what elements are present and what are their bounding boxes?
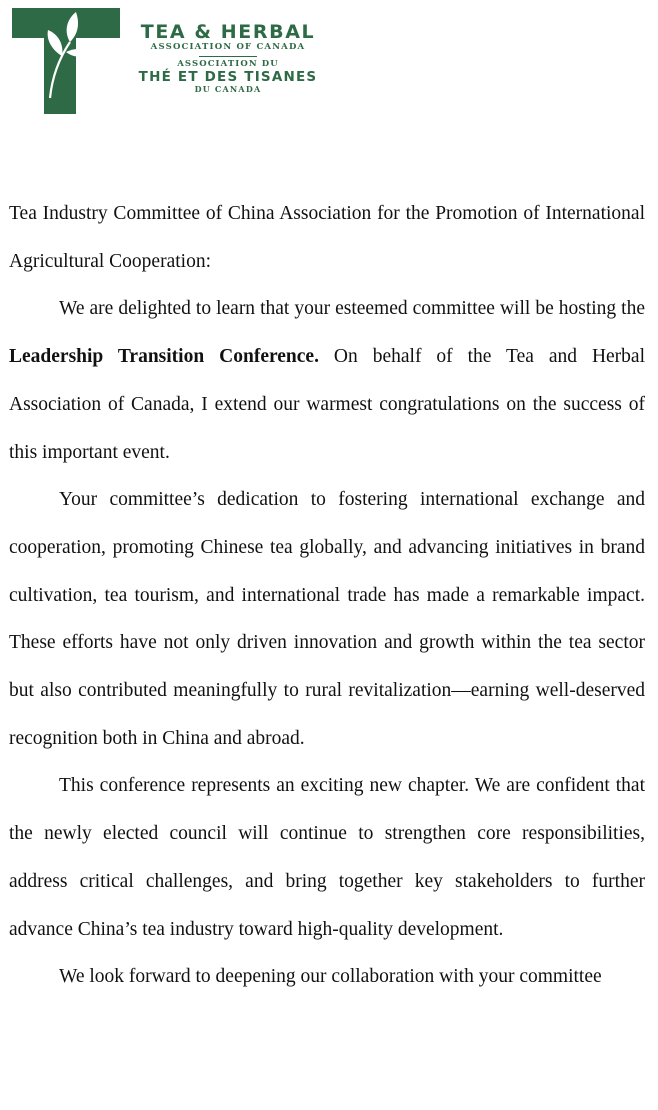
org-name-english: TEA & HERBAL [140, 21, 316, 43]
conference-name: Leadership Transition Conference. [9, 346, 319, 368]
org-subtitle-english: ASSOCIATION OF CANADA [150, 42, 306, 52]
letter-paragraph-1 [9, 285, 645, 476]
letter-salutation: Tea Industry Committee of China Association for the Promotion of International Agricultural Cooperation: [9, 203, 645, 272]
organization-name-block [128, 22, 328, 94]
letter-paragraph-4: We look forward to deepening our collaboration with your committee [59, 966, 602, 988]
letter-body [9, 190, 645, 1001]
org-subtitle-french-2: DU CANADA [194, 84, 262, 94]
tea-leaf-t-icon [12, 8, 120, 114]
paragraph-1-text-start: We are delighted to learn that your esteemed committee will be hosting the [59, 298, 645, 320]
letterhead [0, 0, 658, 120]
org-subtitle-french: ASSOCIATION DU [177, 59, 279, 69]
org-divider [199, 56, 257, 57]
letter-paragraph-2: Your committee’s dedication to fostering international exchange and cooperation, promoting Chinese tea globally, and advancing initiatives in brand cultivation, tea tourism, and international trade has made a remarkable impact. These efforts have not only driven innovation and growth within the tea sector but also contributed meaningfully to rural revitalization—earning well-deserved recognition both in China and abroad. [9, 489, 645, 749]
letter-paragraph-3: This conference represents an exciting new chapter. We are confident that the newly elected council will continue to strengthen core responsibilities, address critical challenges, and bring together key stakeholders to further advance China’s tea industry toward high-quality development. [9, 775, 645, 940]
org-name-french: THÉ ET DES TISANES [138, 69, 318, 85]
paragraph-1-text-end: On behalf of the Tea and Herbal Association of Canada, I extend our warmest congratulations on the success of this important event. [9, 346, 646, 463]
